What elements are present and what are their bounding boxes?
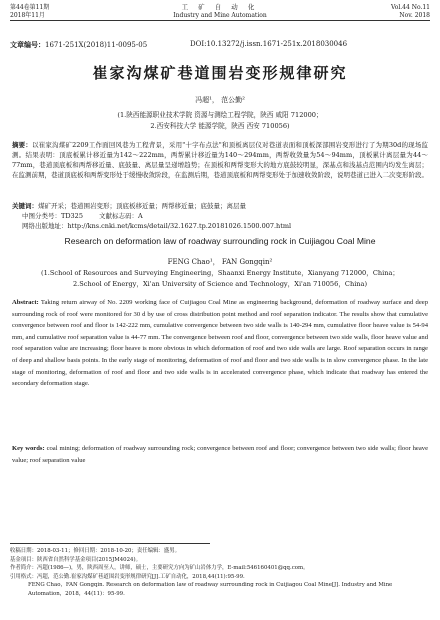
footnote-fund: 基金项目：陕西省自然科学基金项目(2015JM4024)。 xyxy=(10,556,141,563)
doi: DOI:10.13272/j.issn.1671-251x.2018030046 xyxy=(190,40,348,48)
classification-line xyxy=(22,211,143,221)
header-journal-cn: 工 矿 自 动 化 xyxy=(181,3,259,11)
abstract-cn-label: 摘要： xyxy=(12,141,33,149)
title-cn: 崔家沟煤矿巷道围岩变形规律研究 xyxy=(92,64,348,82)
article-number-label: 文章编号： xyxy=(10,40,45,49)
affiliation-en-1: (1.School of Resources and Surveying Engineering，Shaanxi Energy Institute，Xianyang 712000，China； xyxy=(41,269,399,277)
keywords-en-text: coal mining; deformation of roadway surrounding rock; convergence between roof and floor; convergence between two side walls; floor heave value; roof separation value xyxy=(12,445,428,464)
online-publication-address: 网络出版地址：http://kns.cnki.net/kcms/detail/32.1627.tp.20181026.1500.007.html xyxy=(22,222,292,230)
title-en: Research on deformation law of roadway surrounding rock in Cuijiagou Coal Mine xyxy=(64,236,376,246)
footnote-citation-en: FENG Chao，FAN Gongqin. Research on deformation law of roadway surrounding rock in Cuijiagou Coal Mine[J]. Industry and Mine Automation，2018，44(11)：95-99. xyxy=(28,582,393,597)
footnotes xyxy=(10,547,430,599)
header-date-cn: 2018年11月 xyxy=(10,11,45,19)
abstract-cn xyxy=(12,140,428,180)
abstract-en-label: Abstract: xyxy=(12,299,39,306)
affiliations-cn xyxy=(0,110,440,132)
footnote-citation-cn: 引用格式：冯超，范公勤.崔家沟煤矿巷道围岩变形规律研究[J].工矿自动化，2018,44(11):95-99. xyxy=(10,573,245,580)
keywords-cn xyxy=(12,201,428,211)
clc-number: 中图分类号：TD325 xyxy=(22,212,83,220)
authors-cn: 冯超¹， 范公勤² xyxy=(195,96,245,104)
footnote-received: 收稿日期：2018-03-11；修回日期：2018-10-20；责任编辑：盛男。 xyxy=(10,548,180,554)
header-volume-en: Vol.44 No.11 xyxy=(390,4,430,11)
document-code: 文献标志码：A xyxy=(98,212,143,220)
affiliation-en-2: 2.School of Energy，Xi'an University of Science and Technology，Xi'an 710056，China) xyxy=(72,280,368,288)
keywords-en xyxy=(12,443,428,466)
header-volume-cn: 第44卷第11期 xyxy=(10,4,50,11)
affiliation-cn-2: 2.西安科技大学 能源学院，陕西 西安 710056) xyxy=(150,122,290,130)
article-number: 1671-251X(2018)11-0095-05 xyxy=(45,41,148,49)
header-right xyxy=(320,4,430,19)
abstract-cn-text: 以崔家沟煤矿2209工作面回风巷为工程背景，采用"十字布点法"和顶板离层仪对巷道表面和顶板深部围岩变形进行了为期30d的现场监测。结果表明：顶底板累计移近量为142～222mm，两帮累计移近量为140～294mm，两帮收敛量为54～94mm，顶板累计离层量为44～77mm，巷道顶底板和两帮移近量、底鼓量、离层量呈递增趋势；在顶板和两帮变形大的地方底鼓较明显，深基点和浅基点范围内均发生离层；在监测前期，巷道顶底板和两帮变形处于缓慢收敛阶段，在监测后期，巷道顶底板和两帮变形处于加速收敛阶段，说明巷道已进入二次变形阶段。 xyxy=(12,141,428,179)
affiliation-cn-1: (1.陕西能源职业技术学院 资源与测绘工程学院，陕西 咸阳 712000； xyxy=(117,111,323,119)
footnote-divider xyxy=(10,543,210,544)
abstract-en-text: Taking return airway of No. 2209 working face of Cuijiagou Coal Mine as engineering background, deformation of roadway surface and deep surrounding rock of roof were monitored for 30 d by use of cross distribution point method and roof separation indicator. The results show that cumulative convergence between roof and floor is 142-222 mm, cumulative convergence between two side walls is 140-294 mm, cumulative floor heave value is 54-94 mm, and cumulative roof separation value is 44-77 mm. The convergence between roof and floor, convergence between two side walls, floor heave value and roof separation value are increasing; floor heave is more obvious in which deformation of roof and two side walls are large. Roof separation occurs in range of deep and shallow basis points. In the early stage of monitoring, deformation of roof and floor and two side walls is in slow convergence phase. In the late stage of monitoring, deformation of roof and floor and two side walls is in accelerated convergence phase, which indicate that roadway has entered the secondary deformation stage. xyxy=(12,299,428,388)
header-date-en: Nov. 2018 xyxy=(399,11,430,19)
keywords-cn-label: 关键词： xyxy=(12,202,38,210)
affiliations-en xyxy=(16,268,424,290)
keywords-en-label: Key words: xyxy=(12,445,45,452)
footnote-author-bio: 作者简介：冯超(1986—)，男，陕西周至人，讲师，硕士，主要研究方向为矿山岩体力学，E-mail:546160401@qq.com。 xyxy=(10,565,309,572)
running-header xyxy=(10,3,430,21)
keywords-cn-text: 煤矿开采；巷道围岩变形；顶底板移近量；两帮移近量；底鼓量；离层量 xyxy=(38,202,246,210)
article-meta-line xyxy=(10,40,430,50)
header-journal-en: Industry and Mine Automation xyxy=(173,11,267,19)
authors-en: FENG Chao¹， FAN Gongqin² xyxy=(167,258,273,266)
abstract-en xyxy=(12,297,428,390)
